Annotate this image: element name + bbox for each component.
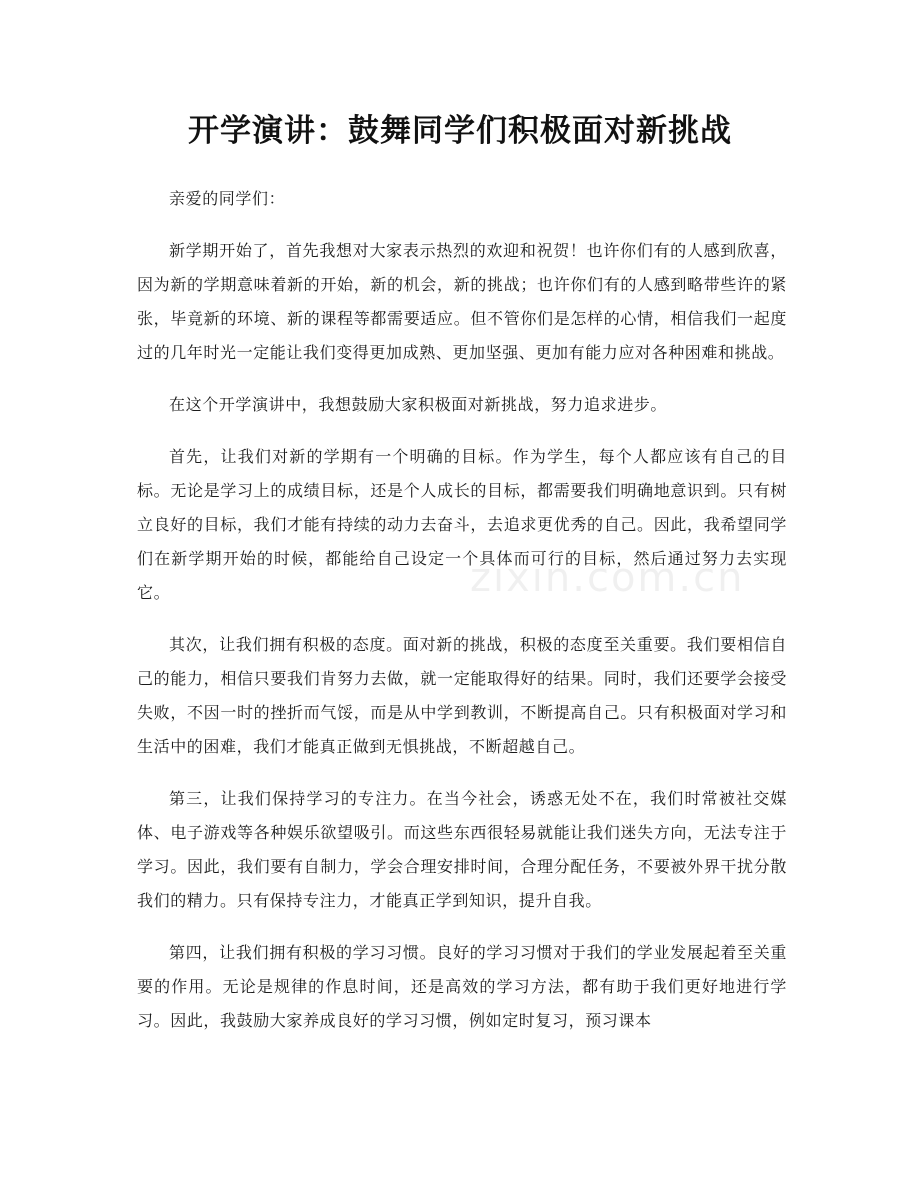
- document-title: 开学演讲：鼓舞同学们积极面对新挑战: [188, 113, 732, 149]
- paragraph-first: 首先，让我们对新的学期有一个明确的目标。作为学生，每个人都应该有自己的目标。无论是学习上的成绩目标，还是个人成长的目标，都需要我们明确地意识到。只有树立良好的目标，我们才能有持续的动力去奋斗，去追求更优秀的自己。因此，我希望同学们在新学期开始的时候，都能给自己设定一个具体而可行的目标，然后通过努力去实现它。: [137, 447, 787, 602]
- paragraph-intro: 新学期开始了，首先我想对大家表示热烈的欢迎和祝贺！也许你们有的人感到欣喜，因为新的学期意味着新的开始，新的机会，新的挑战；也许你们有的人感到略带些许的紧张，毕竟新的环境、新的课程等都需要适应。但不管你们是怎样的心情，相信我们一起度过的几年时光一定能让我们变得更加成熟、更加坚强、更加有能力应对各种困难和挑战。: [137, 241, 787, 362]
- document-body: [137, 182, 787, 1056]
- paragraph-third: 第三，让我们保持学习的专注力。在当今社会，诱惑无处不在，我们时常被社交媒体、电子游戏等各种娱乐欲望吸引。而这些东西很轻易就能让我们迷失方向，无法专注于学习。因此，我们要有自制力，学会合理安排时间，合理分配任务，不要被外界干扰分散我们的精力。只有保持专注力，才能真正学到知识，提升自我。: [137, 789, 787, 910]
- watermark: zixin.com.cn: [470, 555, 745, 601]
- salutation: 亲爱的同学们：: [169, 189, 286, 208]
- paragraph-fourth: 第四，让我们拥有积极的学习习惯。良好的学习习惯对于我们的学业发展起着至关重要的作用。无论是规律的作息时间，还是高效的学习方法，都有助于我们更好地进行学习。因此，我鼓励大家养成良好的学习习惯，例如定时复习，预习课本: [137, 943, 787, 1030]
- paragraph-purpose: 在这个开学演讲中，我想鼓励大家积极面对新挑战，努力追求进步。: [169, 395, 668, 414]
- paragraph-second: 其次，让我们拥有积极的态度。面对新的挑战，积极的态度至关重要。我们要相信自己的能力，相信只要我们肯努力去做，就一定能取得好的结果。同时，我们还要学会接受失败，不因一时的挫折而气馁，而是从中学到教训，不断提高自己。只有积极面对学习和生活中的困难，我们才能真正做到无惧挑战，不断超越自己。: [137, 635, 787, 756]
